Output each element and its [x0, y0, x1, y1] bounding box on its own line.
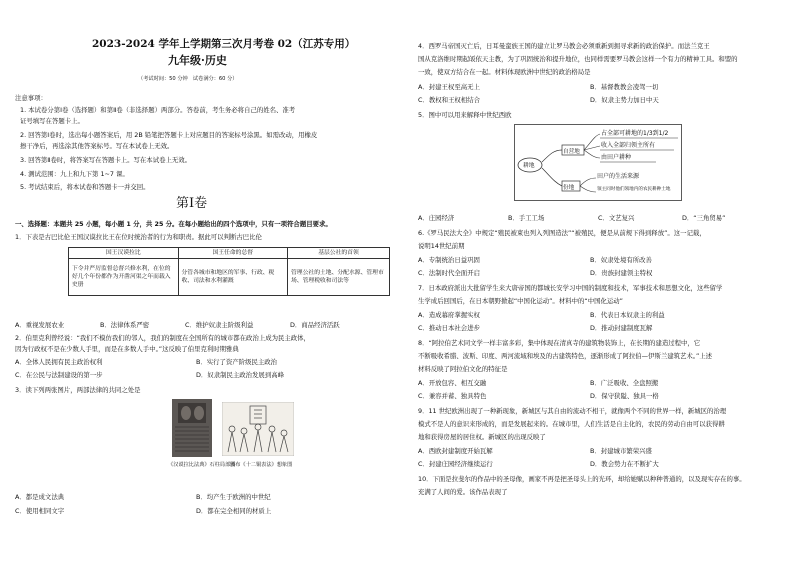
q7-option-a: A．造成幕府掌握实权 [418, 311, 480, 319]
q3-option-c: C．使用相同文字 [15, 507, 65, 515]
q8-option-d: D．保守狭隘、独具一格 [590, 392, 659, 400]
q1-table-cell-2: 分管各城市和地区的军事、行政、税收、司法和水利灌溉 [178, 259, 288, 296]
q4-stem-2: 国从克洛维时期起皈依天主教，为了巩固统治和提升地位，也同样需要罗马教会这样一个有力的精神工具。和盟的 [418, 55, 738, 63]
q1-table-header-2: 国王任命的总督 [178, 248, 288, 259]
exam-meta: （考试时间：50 分钟 试卷满分：60 分） [138, 76, 238, 82]
q9-option-b: B．封建城市繁荣兴盛 [590, 447, 652, 455]
q5-option-a: A．庄园经济 [418, 214, 455, 222]
q3-option-d: D．都在完全相同的材质上 [196, 507, 272, 515]
diagram-text-2: 收入全部归领主所有 [601, 142, 656, 149]
q8-option-b: B．广泛吸收、全盘照搬 [590, 379, 659, 387]
q3-caption-2: 颁布《十二铜表法》想象图 [230, 462, 293, 468]
q10-stem-1: 10．下面是拉斐尔的作品中的圣母像，画家不再是把圣母头上的光环，却给她赋以种种普通的，以及现实存在的事。 [418, 475, 746, 483]
q1-stem: 1．下表是古巴比伦王国汉谟拉比王在位时统治者的行为和职责。据此可以判断古巴比伦 [15, 233, 262, 241]
q1-table-header-1: 国王汉谟拉比 [69, 248, 179, 259]
note-3: 3. 回答第Ⅱ卷时，将答案写在答题卡上。写在本试卷上无效。 [20, 156, 192, 164]
q4-stem-3: 一致，使双方结合在一起。材料体现欧洲中世纪的政治格局是 [418, 68, 591, 76]
q6-option-d: D．贵族封建领主特权 [590, 269, 653, 277]
q5-option-c: C．文艺复兴 [598, 214, 635, 222]
diagram-text-4: 田户的生活来源 [597, 173, 640, 180]
hammurabi-stele-image [172, 399, 212, 457]
note-1b: 证号填写在答题卡上。 [20, 117, 84, 125]
q1-table-cell-1: 下令并严厉监督总督兴修水利，在位的好几个年份都作为开凿河渠之年而载入史册 [69, 259, 179, 296]
q4-option-d: D．奴隶主势力加日中天 [590, 96, 659, 104]
q6-option-c: C．法制时代全面开启 [418, 269, 480, 277]
q2-stem-1: 2．伯里克利曾经说：“我们不模仿我们的邻人，我们的制度在全国所有的城市都在政治上成为民主政体， [15, 334, 310, 342]
q7-option-d: D．推动封建制度瓦解 [590, 324, 653, 332]
q1-option-a: A．重视发展农业 [15, 321, 65, 329]
q6-option-a: A．专制统治日益巩固 [418, 256, 480, 264]
q7-option-c: C．推动日本社会进步 [418, 324, 480, 332]
q8-option-c: C．兼容并蓄、独具特色 [418, 392, 487, 400]
q1-option-d: D．商品经济活跃 [290, 321, 340, 329]
q8-stem-1: 8．“阿拉伯艺术同文学一样丰富多彩，集中体现在清真寺的建筑物装饰上，在长期的建造过程中，它 [418, 339, 701, 347]
q9-option-a: A．西欧封建制度开始瓦解 [418, 447, 493, 455]
note-4: 4. 测试范围：九上和九下第 1~7 课。 [20, 170, 129, 178]
q9-stem-2: 模式不是人的意识来形成的，而是发展起来的。在城市里，人们生活是自主化的，农民的劳动自由可以获得耕 [418, 420, 725, 428]
q8-stem-3: 材料反映了阿拉伯文化的特征是 [418, 365, 508, 373]
q6-stem-1: 6.《罗马民法大全》中规定“殖民被束也列入列图造法”“被殖民，便是从前规下得到释放”。这一记载， [418, 229, 706, 237]
q3-stem: 3．读下列两张图片，两部法律的共同之处是 [15, 386, 141, 394]
q10-stem-2: 充满了人间的爱。该作品表现了 [418, 488, 508, 496]
q4-stem-1: 4．西罗马帝国灭亡后，日耳曼蛮族王国的建立让罗马教会必须重新到拥寻求新的政治保护。而法兰克王 [418, 42, 710, 50]
note-5: 5. 考试结束后，将本试卷和答题卡一并交回。 [20, 183, 150, 191]
diagram-center: 耕地 [523, 163, 535, 169]
q2-option-b: B．实行了资产阶级民主政治 [196, 358, 278, 366]
q4-option-c: C．教权和王权相结合 [418, 96, 480, 104]
q9-option-c: C．封建庄园经济继续运行 [418, 460, 493, 468]
exam-subtitle: 九年级·历史 [168, 54, 227, 67]
q5-stem: 5．图中可以用来解释中世纪西欧 [418, 111, 512, 119]
q8-stem-2: 不断吸收希腊、波斯、印度、两河流域和埃及的古建筑特色，逐渐形成了阿拉伯—伊斯兰建筑艺术。”上述 [418, 352, 713, 360]
q2-option-a: A．全体人民拥有民主政治权利 [15, 358, 103, 366]
q2-option-d: D．奴隶制民主政治发展到高峰 [196, 371, 284, 379]
twelve-tables-image [222, 402, 294, 456]
diagram-text-3: 由田户耕种 [601, 154, 632, 161]
q5-option-b: B．手工工场 [508, 214, 545, 222]
q4-option-a: A．封建王权至高无上 [418, 83, 480, 91]
q1-option-b: B．法律体系严密 [100, 321, 150, 329]
q4-option-b: B．基督教教会凌驾一切 [590, 83, 659, 91]
q8-option-a: A．开放包容、相互交融 [418, 379, 487, 387]
q3-option-a: A．都是成文法典 [15, 493, 65, 501]
section-title: 第Ⅰ卷 [176, 196, 208, 211]
q9-stem-1: 9．11 世纪欧洲出现了一种新现象，新城区与其自由的流动不相干，就像两个不同的世界一样，新城区的治理 [418, 407, 727, 415]
section-instruction: 一、选择题：本题共 25 小题，每小题 1 分，共 25 分。在每小题给出的四个选项中，只有一项符合题目要求。 [15, 220, 332, 228]
q6-option-b: B．奴隶处境有所改善 [590, 256, 652, 264]
note-2b: 擦干净后，再选涂其他答案标号。写在本试卷上无效。 [20, 142, 174, 150]
q2-option-c: C．在公民与法制建设的第一步 [15, 371, 103, 379]
diagram-node-1: 自营地 [563, 149, 580, 155]
q7-stem-2: 生学成后回国后，在日本朝野掀起“中国化运动”。材料中的“中国化运动” [418, 297, 623, 305]
note-1: 1. 本试卷分第Ⅰ卷（选择题）和第Ⅱ卷（非选择题）两部分。答卷前，考生务必将自己的姓名、准考 [20, 106, 296, 114]
diagram-text-5: 领主同时他们领地内的农民耕种土地 [597, 187, 671, 192]
q9-option-d: D．教会势力在不断扩大 [590, 460, 659, 468]
q1-table-cell-3: 管理公社的土地、分配水源、管理市场、管理税收和司法等 [288, 259, 390, 296]
q1-table [68, 247, 390, 296]
exam-title: 2023-2024 学年上学期第三次月考卷 02（江苏专用） [92, 38, 356, 50]
notes-heading: 注意事项： [15, 94, 47, 102]
q1-option-c: C．维护奴隶主阶级利益 [185, 321, 254, 329]
diagram-text-1: 占全部可耕地的1/3到1/2 [601, 130, 669, 137]
q7-option-b: B．代表日本奴隶主的利益 [590, 311, 665, 319]
q5-option-d: D．“三角贸易” [682, 214, 726, 222]
q3-option-b: B．均产生于欧洲的中世纪 [196, 493, 271, 501]
q9-stem-3: 地和获得房屋的居住权。新城区的出现反映了 [418, 433, 546, 441]
diagram-node-2: 份地 [563, 185, 575, 191]
q1-table-header-3: 基层公社的首领 [288, 248, 390, 259]
q7-stem-1: 7．日本政府派出大批留学生来大唐帝国的都城长安学习中国的制度和技术，军事技术和思想文化，这些留学 [418, 284, 723, 292]
q2-stem-2: 因为行政权不是在少数人手里，而是在多数人手中。”这反映了伯里克利时期雅典 [15, 345, 239, 353]
q6-stem-2: 说明14世纪前期 [418, 242, 465, 250]
q3-caption-1: 《汉谟拉比法典》石柱局部图 [168, 462, 236, 468]
note-2: 2. 回答第Ⅰ卷时，选出每小题答案后，用 2B 铅笔把答题卡上对应题目的答案标号涂黑。如需改动，用橡皮 [20, 131, 318, 139]
